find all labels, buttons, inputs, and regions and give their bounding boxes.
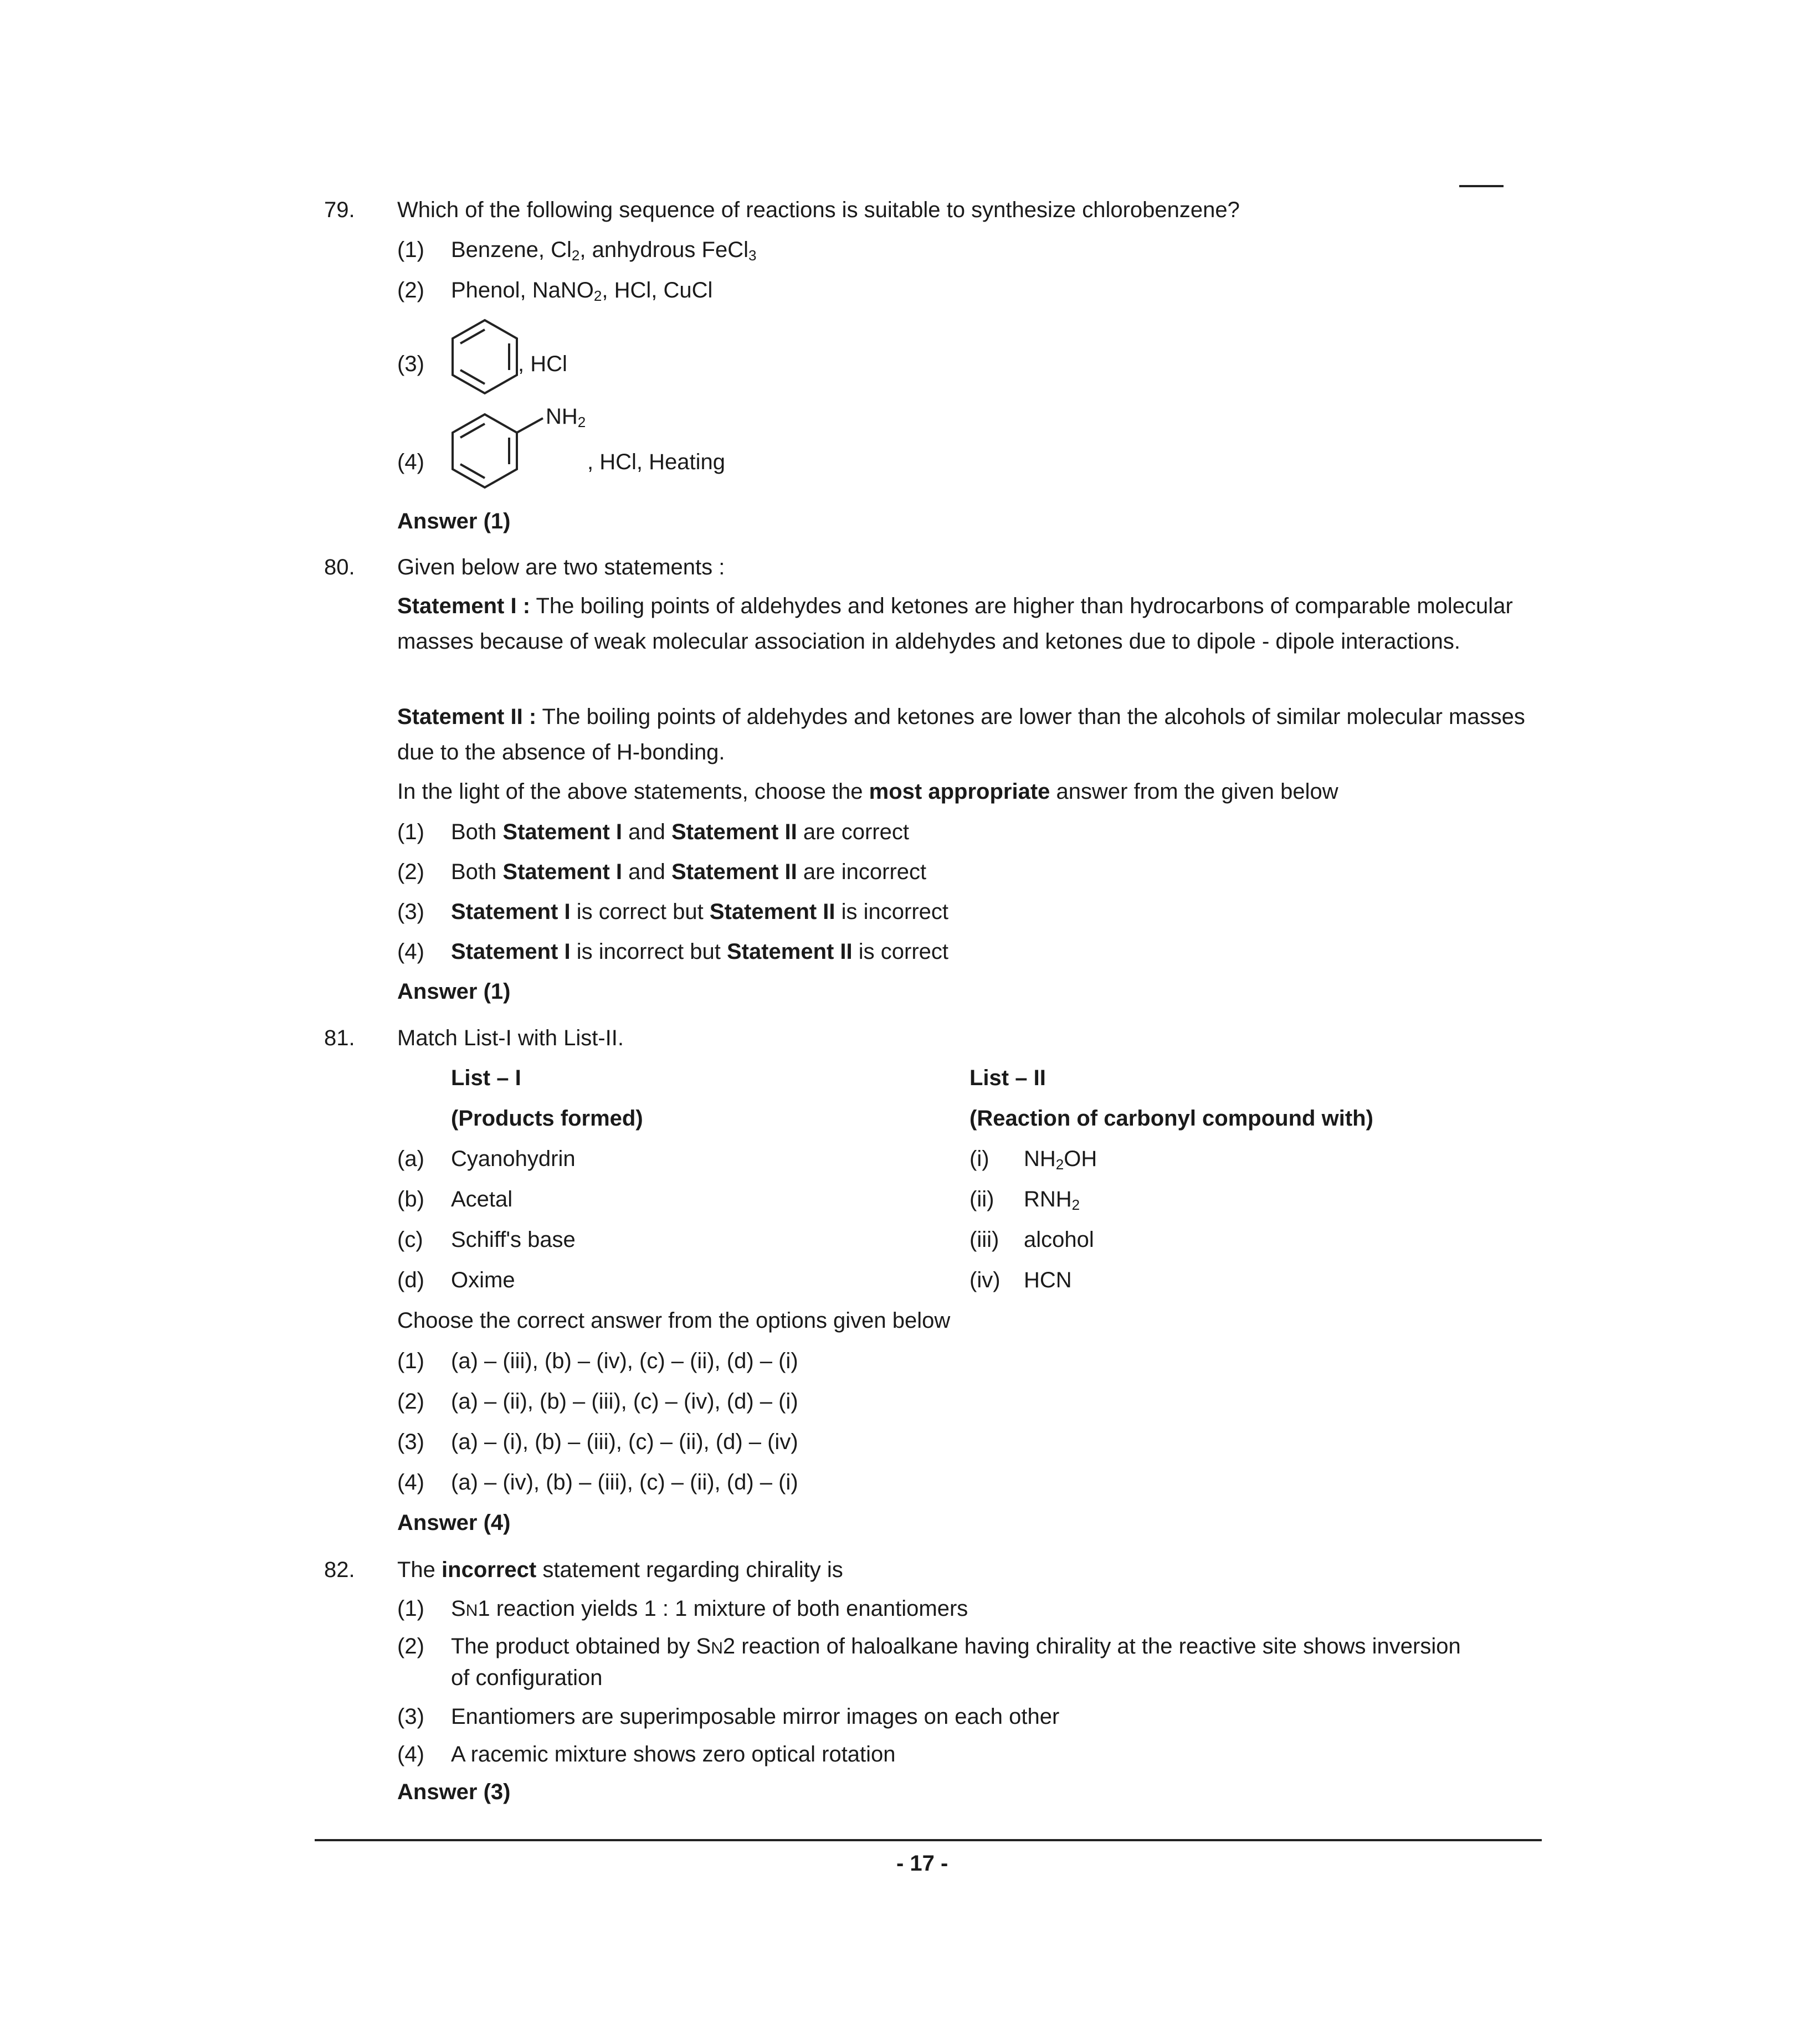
question-text: Which of the following sequence of reactions is suitable to synthesize chlorobenzene?: [397, 198, 1240, 222]
question-number: 81.: [324, 1026, 355, 1050]
answer-label: Answer (3): [397, 1780, 511, 1804]
option-number: (4): [397, 1470, 424, 1495]
list2-item: HCN: [1024, 1268, 1072, 1292]
option-text: Enantiomers are superimposable mirror images on each other: [451, 1704, 1060, 1729]
row-label: (b): [397, 1187, 424, 1211]
option-number: (4): [397, 1742, 424, 1766]
option-text: A racemic mixture shows zero optical rotation: [451, 1742, 896, 1766]
answer-label: Answer (1): [397, 509, 511, 533]
row-label: (ii): [969, 1187, 994, 1211]
option-number: (3): [397, 352, 424, 376]
option-text: The product obtained by SN2 reaction of haloalkane having chirality at the reactive site shows inversion: [451, 1634, 1461, 1658]
question-number: 80.: [324, 555, 355, 579]
statement-two: Statement II : The boiling points of aldehydes and ketones are lower than the alcohols of similar molecular masses due to the absence of H-bonding.: [397, 705, 1525, 764]
list2-subtitle: (Reaction of carbonyl compound with): [969, 1106, 1373, 1131]
row-label: (iii): [969, 1228, 999, 1252]
option-number: (1): [397, 238, 424, 262]
option-number: (1): [397, 820, 424, 844]
option-text: (a) – (ii), (b) – (iii), (c) – (iv), (d) – (i): [451, 1389, 798, 1414]
list2-item: $RNH_2$: [1024, 1187, 1080, 1213]
option-number: (2): [397, 278, 424, 302]
option-text: SN1 reaction yields 1 : 1 mixture of both enantiomers: [451, 1596, 968, 1621]
option-text: , HCl, Heating: [587, 450, 725, 474]
instruction-text: Choose the correct answer from the options given below: [397, 1308, 951, 1333]
option-number: (1): [397, 1349, 424, 1373]
benzene-ring-icon: [446, 316, 524, 399]
row-label: (iv): [969, 1268, 1001, 1292]
option-text: (a) – (iii), (b) – (iv), (c) – (ii), (d) – (i): [451, 1349, 798, 1373]
option-number: (3): [397, 1430, 424, 1454]
option-text: Both Statement I and Statement II are correct: [451, 820, 909, 844]
question-text: The incorrect statement regarding chirality is: [397, 1558, 843, 1582]
answer-label: Answer (1): [397, 979, 511, 1004]
statement-one: Statement I : The boiling points of aldehydes and ketones are higher than hydrocarbons of comparable molecular masses because of weak molecular association in aldehydes and ketones due to dipole - dipole interactions.: [397, 594, 1513, 654]
option-number: (3): [397, 900, 424, 924]
option-number: (2): [397, 1389, 424, 1414]
question-number: 82.: [324, 1558, 355, 1582]
option-text: Statement I is correct but Statement II is incorrect: [451, 900, 949, 924]
list1-item: Schiff's base: [451, 1228, 576, 1252]
option-text: (a) – (iv), (b) – (iii), (c) – (ii), (d) – (i): [451, 1470, 798, 1495]
option-number: (2): [397, 1634, 424, 1658]
question-text: Match List-I with List-II.: [397, 1026, 624, 1050]
option-number: (2): [397, 860, 424, 884]
option-text-continued: of configuration: [451, 1666, 603, 1690]
list2-item: alcohol: [1024, 1228, 1094, 1252]
list1-item: Cyanohydrin: [451, 1147, 576, 1171]
option-text: Both Statement I and Statement II are incorrect: [451, 860, 927, 884]
option-text: Statement I is incorrect but Statement II is correct: [451, 939, 949, 964]
list1-subtitle: (Products formed): [451, 1106, 643, 1131]
list1-item: Acetal: [451, 1187, 513, 1211]
instruction-text: In the light of the above statements, choose the most appropriate answer from the given below: [397, 779, 1338, 804]
option-text: Benzene, $Cl_2$, anhydrous FeCl$_3$: [451, 238, 757, 264]
aniline-structure-icon: [446, 410, 546, 493]
option-number: (3): [397, 1704, 424, 1729]
row-label: (i): [969, 1147, 989, 1171]
option-text: (a) – (i), (b) – (iii), (c) – (ii), (d) – (iv): [451, 1430, 798, 1454]
question-text: Given below are two statements :: [397, 555, 725, 579]
list2-title: List – II: [969, 1066, 1046, 1090]
option-text: , HCl: [518, 352, 567, 376]
row-label: (d): [397, 1268, 424, 1292]
option-number: (1): [397, 1596, 424, 1621]
row-label: (a): [397, 1147, 424, 1171]
option-number: (4): [397, 450, 424, 474]
footer-divider: [315, 1839, 1542, 1841]
option-text: Phenol, NaNO$_2$, HCl, CuCl: [451, 278, 713, 304]
question-number: 79.: [324, 198, 355, 222]
top-right-dash: [1459, 185, 1504, 187]
list1-item: Oxime: [451, 1268, 515, 1292]
answer-label: Answer (4): [397, 1511, 511, 1535]
row-label: (c): [397, 1228, 423, 1252]
list2-item: $NH_2OH$: [1024, 1147, 1097, 1173]
page-number: - 17 -: [896, 1851, 948, 1876]
list1-title: List – I: [451, 1066, 521, 1090]
option-number: (4): [397, 939, 424, 964]
amino-group-label: $NH_2$: [546, 404, 586, 430]
